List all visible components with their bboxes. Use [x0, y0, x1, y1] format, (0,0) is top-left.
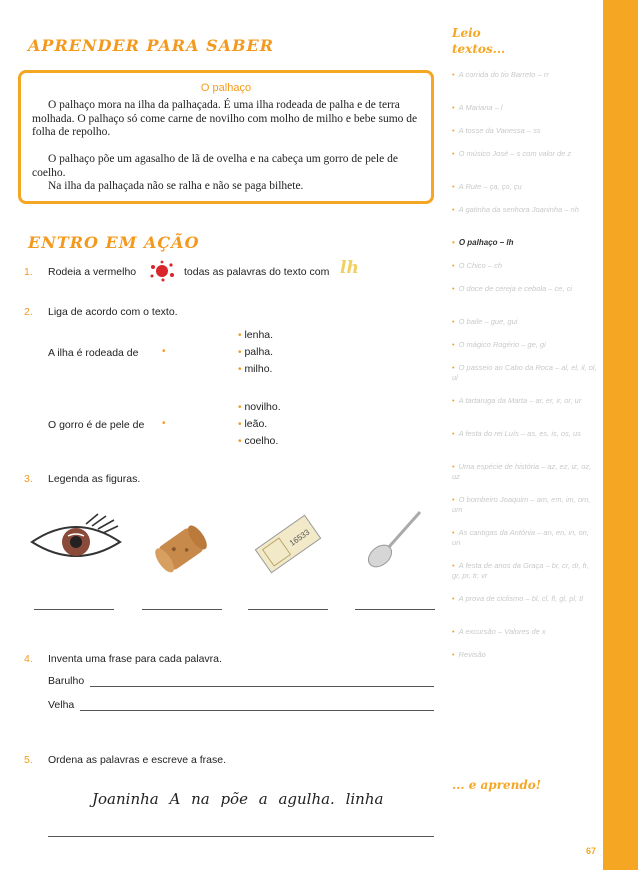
sidebar-item-label: A Mariana – l	[458, 103, 503, 112]
caption-line-3[interactable]	[248, 609, 328, 610]
q2-left-2-dot[interactable]: •	[162, 418, 166, 429]
sidebar-item-label: O bombeiro Joaquim – am, em, im, om, um	[452, 495, 591, 514]
q4-text: Inventa uma frase para cada palavra.	[48, 653, 222, 665]
sidebar-item	[452, 126, 597, 136]
q2-option[interactable]: • lenha.	[238, 329, 274, 341]
q5-number: 5.	[24, 754, 33, 766]
sidebar-item-label: A gatinha da senhora Joaninha – nh	[458, 205, 579, 214]
option-label: novilho.	[244, 401, 281, 413]
bullet-dot: •	[452, 284, 455, 293]
sidebar-item-label: O doce de cereja e cebola – ce, ci	[458, 284, 573, 293]
sidebar-item-label: A tosse da Vanessa – ss	[458, 126, 541, 135]
red-splash-icon	[147, 259, 177, 283]
bullet-dot: •	[452, 650, 455, 659]
q2-left-1: A ilha é rodeada de	[48, 347, 139, 359]
q2-left-2: O gorro é de pele de	[48, 419, 145, 431]
bullet-dot: •	[452, 205, 455, 214]
q5-words: Joaninha A na põe a agulha. linha	[92, 790, 384, 808]
bullet-dot: •	[452, 340, 455, 349]
ticket-number: 16533	[287, 527, 312, 548]
bullet-dot: •	[452, 495, 455, 504]
bullet-dot: •	[452, 70, 455, 79]
q5-text: Ordena as palavras e escreve a frase.	[48, 754, 227, 766]
sidebar-item-label: O passeio ao Cabo da Roca – al, el, il, ol, ul	[452, 363, 597, 382]
sidebar-item	[452, 261, 597, 271]
q1-number: 1.	[24, 266, 33, 278]
sidebar-item	[452, 396, 597, 406]
sidebar-item	[452, 594, 597, 604]
lh-symbol: lh	[340, 258, 359, 278]
bullet-dot: •	[452, 182, 455, 191]
sidebar-footer: ... e aprendo!	[452, 778, 542, 792]
reading-paragraph-3: Na ilha da palhaçada não se ralha e não se paga bilhete.	[48, 180, 304, 192]
option-label: coelho.	[244, 435, 279, 447]
q5-answer-line[interactable]	[48, 836, 434, 837]
option-label: milho.	[244, 363, 273, 375]
caption-line-4[interactable]	[355, 609, 435, 610]
q4-word-1: Barulho	[48, 675, 85, 687]
q2-option[interactable]: • leão.	[238, 418, 268, 430]
cork-icon	[148, 520, 218, 580]
sidebar-item	[452, 317, 597, 327]
bullet-dot: •	[452, 528, 455, 537]
q4-answer-line-2[interactable]	[80, 710, 434, 711]
reading-title: O palhaço	[200, 82, 252, 94]
sidebar-item	[452, 462, 597, 482]
page-number: 67	[586, 846, 597, 856]
q2-number: 2.	[24, 306, 33, 318]
ticket-icon	[252, 512, 324, 576]
sidebar-item-label: Revisão	[458, 650, 486, 659]
bullet-dot: •	[452, 594, 455, 603]
option-label: palha.	[244, 346, 274, 358]
sidebar-item-label: O baile – gue, gui	[458, 317, 518, 326]
sidebar-heading-1: Leio	[452, 26, 481, 40]
q3-text: Legenda as figuras.	[48, 473, 141, 485]
q2-option[interactable]: • palha.	[238, 346, 274, 358]
sidebar-item-label: O mágico Rogério – ge, gi	[458, 340, 546, 349]
sidebar-item	[452, 103, 597, 113]
sidebar-item-label: O palhaço – lh	[458, 238, 514, 247]
sidebar-item	[452, 284, 597, 294]
q2-option[interactable]: • coelho.	[238, 435, 279, 447]
bullet-dot: •	[452, 261, 455, 270]
sidebar-item	[452, 182, 597, 192]
sidebar-item-label: A festa de anos da Graça – br, cr, dr, fr, gr, pr, tr, vr	[452, 561, 589, 580]
sidebar-item-label: O Chico – ch	[458, 261, 502, 270]
bullet-dot: •	[452, 103, 455, 112]
sidebar-item	[452, 650, 597, 660]
bullet-dot: •	[452, 396, 455, 405]
sidebar-item	[452, 627, 597, 637]
sidebar-item-label: A excursão – Valores de x	[458, 627, 546, 636]
orange-side-bar	[603, 0, 638, 870]
sidebar-item-label: O músico José – s com valor de z	[458, 149, 572, 158]
q2-text: Liga de acordo com o texto.	[48, 306, 178, 318]
q1-text-a: Rodeia a vermelho	[48, 266, 137, 278]
sidebar-item-label: A festa do rei Luís – as, es, is, os, us	[458, 429, 581, 438]
eye-icon	[28, 512, 124, 568]
reading-paragraph-1: O palhaço mora na ilha da palhaçada. É uma ilha rodeada de palha e de terra molhada. O palhaço só come carne de novilho com molho de milho e bebe sumo de folha de repolho.	[32, 99, 418, 138]
q2-option[interactable]: • novilho.	[238, 401, 281, 413]
heading-entro: ENTRO EM AÇÃO	[28, 233, 200, 252]
q4-word-2: Velha	[48, 699, 75, 711]
sidebar-item-label: A corrida do tio Barreto – rr	[458, 70, 549, 79]
sidebar-item-label: A prova de ciclismo – bl, cl, fl, gl, pl, tl	[458, 594, 583, 603]
bullet-dot: •	[452, 317, 455, 326]
bullet-dot: •	[452, 561, 455, 570]
option-label: leão.	[244, 418, 268, 430]
sidebar-item-label: A Rute – ça, ço, çu	[458, 182, 522, 191]
option-label: lenha.	[244, 329, 274, 341]
sidebar-item	[452, 205, 597, 215]
q2-left-1-dot[interactable]: •	[162, 346, 166, 357]
sidebar-heading-2: textos...	[452, 42, 506, 56]
bullet-dot: •	[452, 627, 455, 636]
bullet-dot: •	[452, 462, 455, 471]
caption-line-2[interactable]	[142, 609, 222, 610]
sidebar-item	[452, 561, 597, 581]
sidebar-item	[452, 238, 597, 248]
q2-options-1	[238, 329, 273, 380]
q4-answer-line-1[interactable]	[90, 686, 434, 687]
bullet-dot: •	[452, 363, 455, 372]
q4-number: 4.	[24, 653, 33, 665]
sidebar-item	[452, 528, 597, 548]
q1-text-b: todas as palavras do texto com	[184, 266, 330, 278]
bullet-dot: •	[452, 149, 455, 158]
sidebar-item	[452, 495, 597, 515]
bullet-dot: •	[452, 238, 455, 247]
sidebar-item-label: Uma espécie de história – az, ez, iz, oz, uz	[452, 462, 592, 481]
heading-aprender: APRENDER PARA SABER	[28, 36, 275, 55]
bullet-dot: •	[452, 429, 455, 438]
bullet-dot: •	[452, 126, 455, 135]
reading-paragraph-2: O palhaço põe um agasalho de lã de ovelha e na cabeça um gorro de pele de coelho.	[32, 153, 398, 179]
spoon-icon	[358, 508, 428, 574]
sidebar-item	[452, 70, 597, 80]
caption-line-1[interactable]	[34, 609, 114, 610]
q2-option[interactable]: • milho.	[238, 363, 273, 375]
sidebar-item	[452, 363, 597, 383]
sidebar-item	[452, 340, 597, 350]
sidebar-item	[452, 149, 597, 159]
sidebar-item-label: A tartaruga da Marta – ar, er, ir, or, ur	[458, 396, 582, 405]
sidebar-item	[452, 429, 597, 439]
sidebar-item-label: As cantigas da Antónia – an, en, in, on, un	[452, 528, 589, 547]
q3-number: 3.	[24, 473, 33, 485]
q2-options-2	[238, 401, 281, 452]
